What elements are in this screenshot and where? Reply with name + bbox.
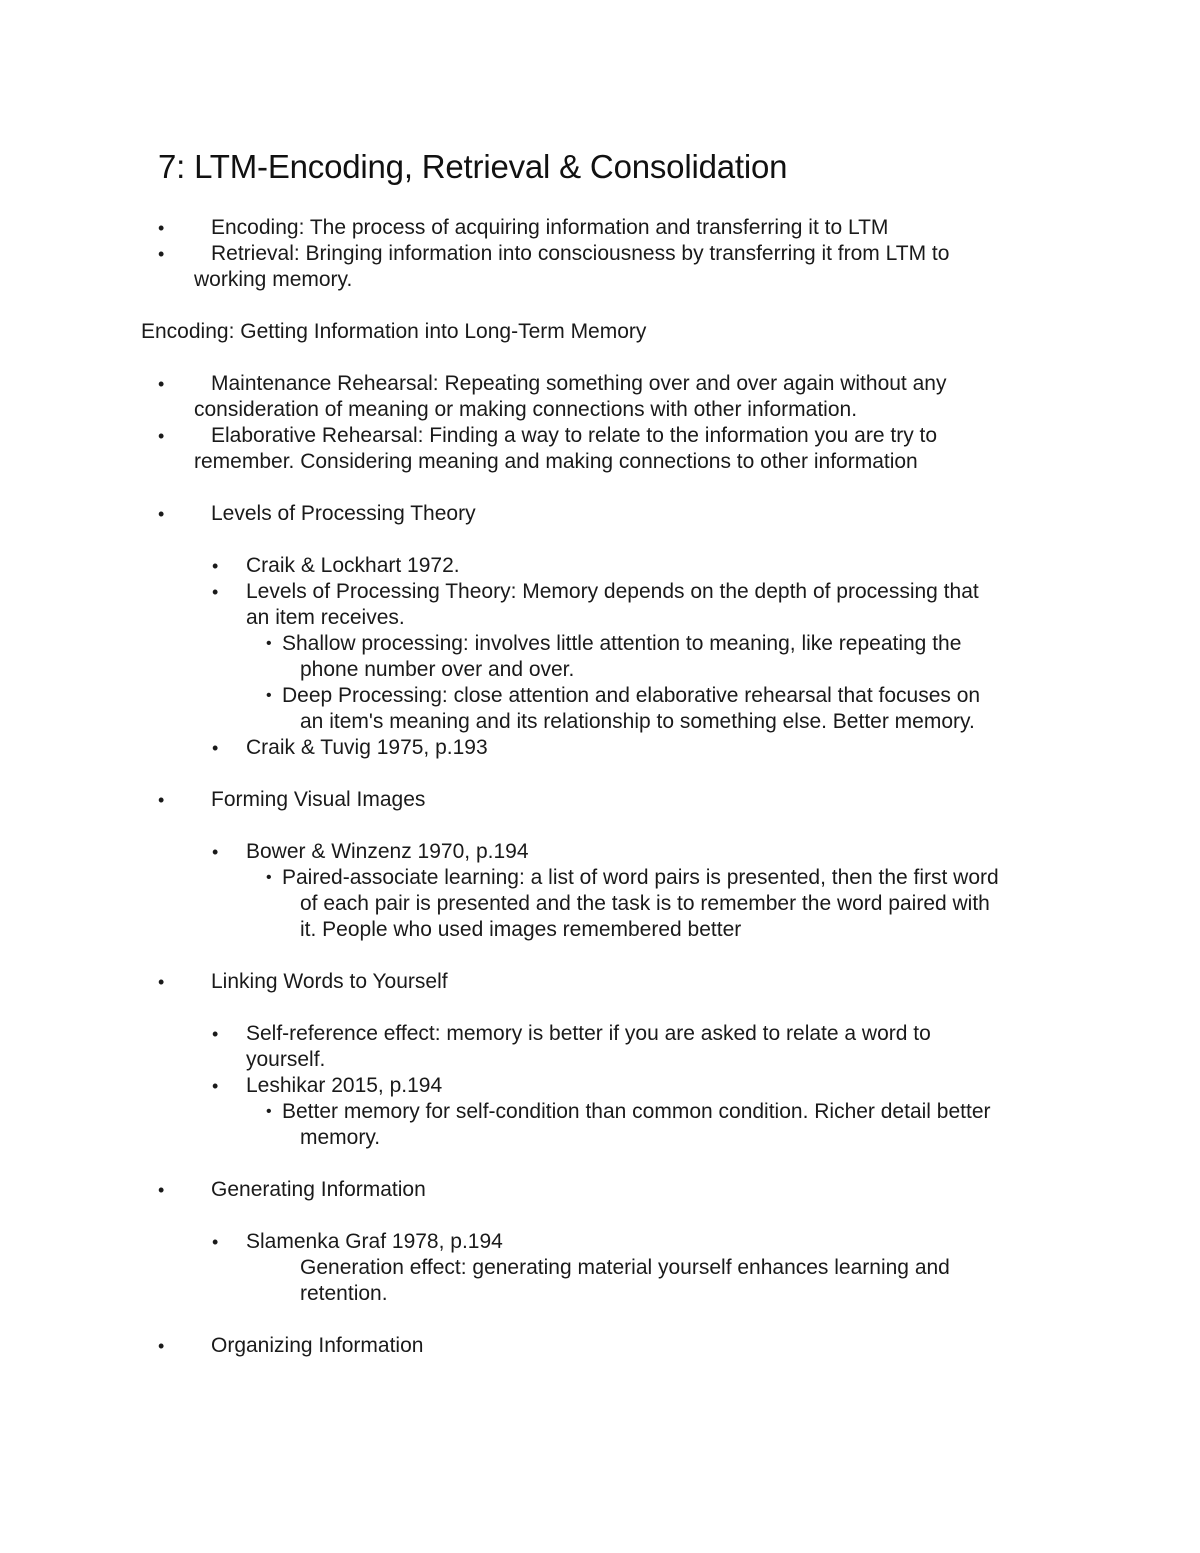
generating-heading: Generating Information <box>211 1178 426 1201</box>
bullet-icon: • <box>158 426 165 446</box>
linking-item: Self-reference effect: memory is better if you are asked to relate a word to <box>246 1022 931 1045</box>
elaborative-rehearsal-cont: remember. Considering meaning and making connections to other information <box>194 450 918 473</box>
bullet-icon: • <box>212 1232 219 1252</box>
organizing-heading: Organizing Information <box>211 1334 424 1357</box>
bullet-icon: • <box>158 1336 165 1356</box>
levels-item: Craik & Tuvig 1975, p.193 <box>246 736 488 759</box>
generating-detail: Generation effect: generating material yourself enhances learning and <box>300 1256 950 1279</box>
levels-item-cont: an item receives. <box>246 606 405 629</box>
bullet-icon: • <box>212 556 219 576</box>
generating-item: Slamenka Graf 1978, p.194 <box>246 1230 503 1253</box>
bullet-icon: • <box>158 1180 165 1200</box>
levels-item: Craik & Lockhart 1972. <box>246 554 460 577</box>
bullet-icon: • <box>158 244 165 264</box>
bullet-icon: • <box>266 687 272 704</box>
bullet-icon: • <box>212 1024 219 1044</box>
linking-item-cont: yourself. <box>246 1048 326 1071</box>
maintenance-rehearsal-cont: consideration of meaning or making connections with other information. <box>194 398 858 421</box>
bullet-icon: • <box>158 374 165 394</box>
visual-item: Bower & Winzenz 1970, p.194 <box>246 840 529 863</box>
levels-subitem: Deep Processing: close attention and elaborative rehearsal that focuses on <box>282 684 981 707</box>
bullet-icon: • <box>158 790 165 810</box>
bullet-icon: • <box>212 1076 219 1096</box>
visual-subitem-cont: of each pair is presented and the task is to remember the word paired with <box>300 892 990 915</box>
levels-subitem-cont: an item's meaning and its relationship to something else. Better memory. <box>300 710 975 733</box>
bullet-icon: • <box>158 972 165 992</box>
maintenance-rehearsal: Maintenance Rehearsal: Repeating something over and over again without any <box>211 372 947 395</box>
bullet-icon: • <box>212 738 219 758</box>
intro-encoding: Encoding: The process of acquiring information and transferring it to LTM <box>211 216 889 239</box>
visual-subitem-cont: it. People who used images remembered better <box>300 918 742 941</box>
linking-item: Leshikar 2015, p.194 <box>246 1074 443 1097</box>
visual-subitem: Paired-associate learning: a list of word pairs is presented, then the first word <box>282 866 999 889</box>
levels-subitem-cont: phone number over and over. <box>300 658 575 681</box>
levels-subitem: Shallow processing: involves little attention to meaning, like repeating the <box>282 632 962 655</box>
bullet-icon: • <box>266 635 272 652</box>
bullet-icon: • <box>212 582 219 602</box>
levels-heading: Levels of Processing Theory <box>211 502 476 525</box>
linking-heading: Linking Words to Yourself <box>211 970 448 993</box>
elaborative-rehearsal: Elaborative Rehearsal: Finding a way to relate to the information you are try to <box>211 424 938 447</box>
bullet-icon: • <box>212 842 219 862</box>
bullet-icon: • <box>158 218 165 238</box>
levels-item: Levels of Processing Theory: Memory depends on the depth of processing that <box>246 580 979 603</box>
intro-retrieval-cont: working memory. <box>194 268 353 291</box>
linking-subitem: Better memory for self-condition than common condition. Richer detail better <box>282 1100 991 1123</box>
section-heading: Encoding: Getting Information into Long-Term Memory <box>141 320 647 343</box>
bullet-icon: • <box>266 869 272 886</box>
visual-heading: Forming Visual Images <box>211 788 426 811</box>
linking-subitem-cont: memory. <box>300 1126 381 1149</box>
intro-retrieval: Retrieval: Bringing information into consciousness by transferring it from LTM to <box>211 242 950 265</box>
bullet-icon: • <box>158 504 165 524</box>
generating-detail-cont: retention. <box>300 1282 388 1305</box>
bullet-icon: • <box>266 1103 272 1120</box>
page-title: 7: LTM-Encoding, Retrieval & Consolidation <box>158 148 788 185</box>
